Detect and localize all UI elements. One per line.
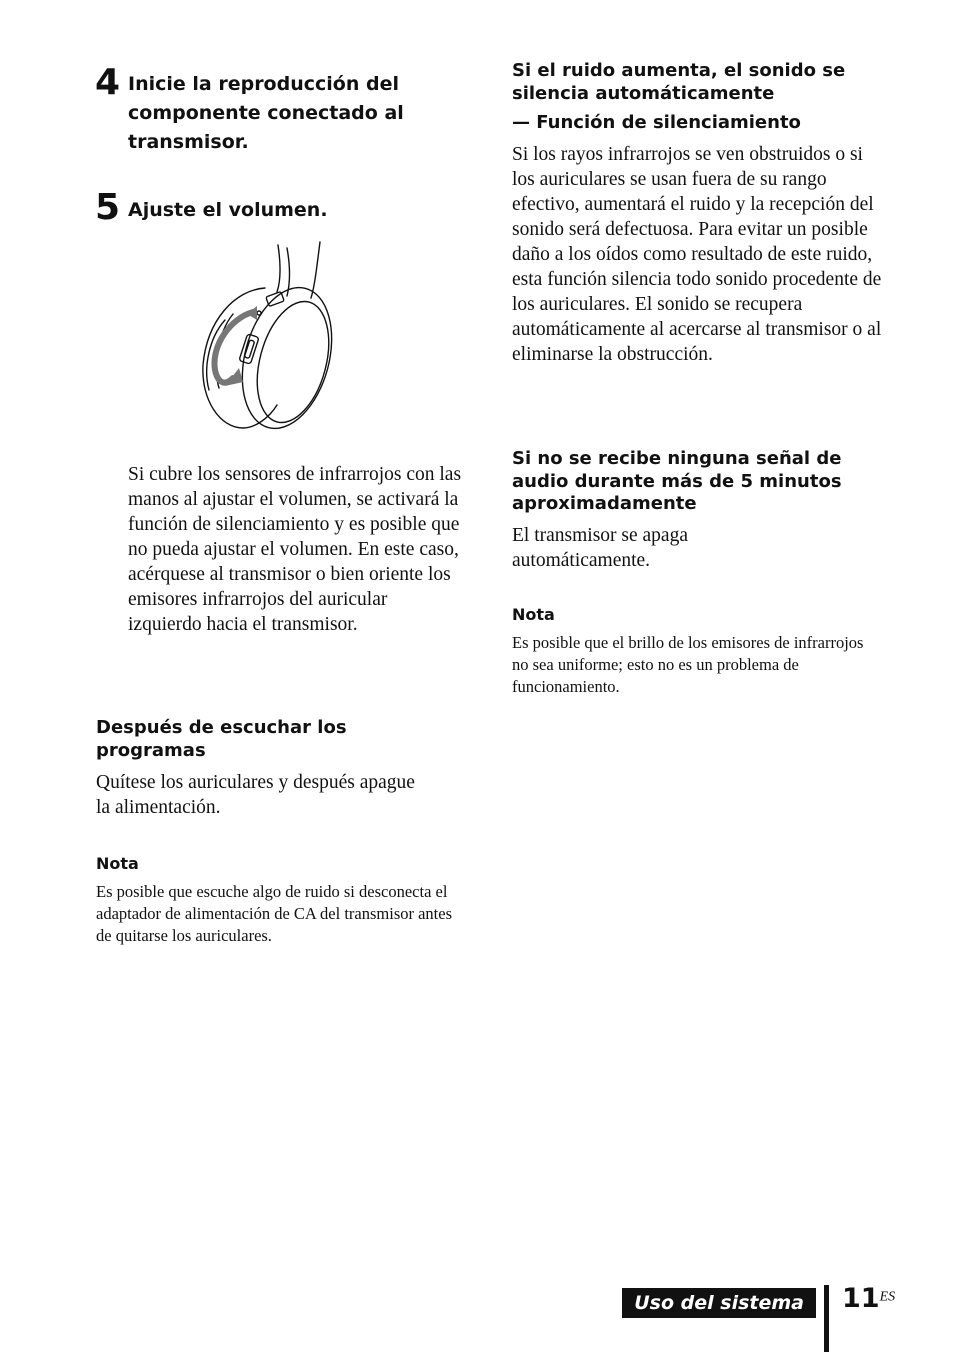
step-4-text: Inicie la reproducción del componente conectado al transmisor. (128, 73, 404, 153)
after-listening-heading: Después de escuchar los programas (96, 717, 347, 761)
section-label: Uso del sistema (622, 1288, 816, 1318)
after-listening-text: Quítese los auriculares y después apague la alimentación. (96, 772, 415, 818)
page-number (842, 1284, 895, 1314)
left-nota-text: Es posible que escuche algo de ruido si desconecta el adaptador de alimentación de CA del transmisor antes de quitarse los auriculares. (96, 882, 453, 945)
noise-subheading: — Función de silenciamiento (512, 112, 801, 133)
right-nota-text: Es posible que el brillo de los emisores de infrarrojos no sea uniforme; esto no es un problema de funcionamiento. (512, 633, 864, 696)
step-4-number: 4 (95, 62, 121, 103)
noise-text: Si los rayos infrarrojos se ven obstruidos o si los auriculares se usan fuera de su rango efectivo, aumentará el ruido y la recepción del sonido será defectuosa. Para evitar un posible daño a los oídos como resultado de este ruido, esta función silencia todo sonido procedente de los auriculares. El sonido se recupera automáticamente al acercarse al transmisor o al eliminarse la obstrucción. (512, 144, 882, 365)
signal-text: El transmisor se apaga automáticamente. (512, 525, 688, 571)
noise-heading: Si el ruido aumenta, el sonido se silencia automáticamente (512, 60, 846, 104)
step-5-text: Ajuste el volumen. (128, 199, 328, 221)
step-5-number: 5 (95, 187, 121, 228)
footer-divider (824, 1285, 829, 1352)
signal-heading: Si no se recibe ninguna señal de audio durante más de 5 minutos aproximadamente (512, 448, 842, 514)
page-number-value: 11 (842, 1283, 880, 1314)
volume-paragraph: Si cubre los sensores de infrarrojos con las manos al ajustar el volumen, se activará la función de silenciamiento y es posible que no pueda ajustar el volumen. En este caso, acérquese al transmisor o bien oriente los emisores infrarrojos del auricular izquierdo hacia el transmisor. (128, 464, 462, 635)
right-nota-title: Nota (512, 605, 555, 624)
page-number-suffix: ES (879, 1289, 896, 1305)
left-nota-title: Nota (96, 854, 139, 873)
headphone-volume-icon (195, 240, 345, 435)
